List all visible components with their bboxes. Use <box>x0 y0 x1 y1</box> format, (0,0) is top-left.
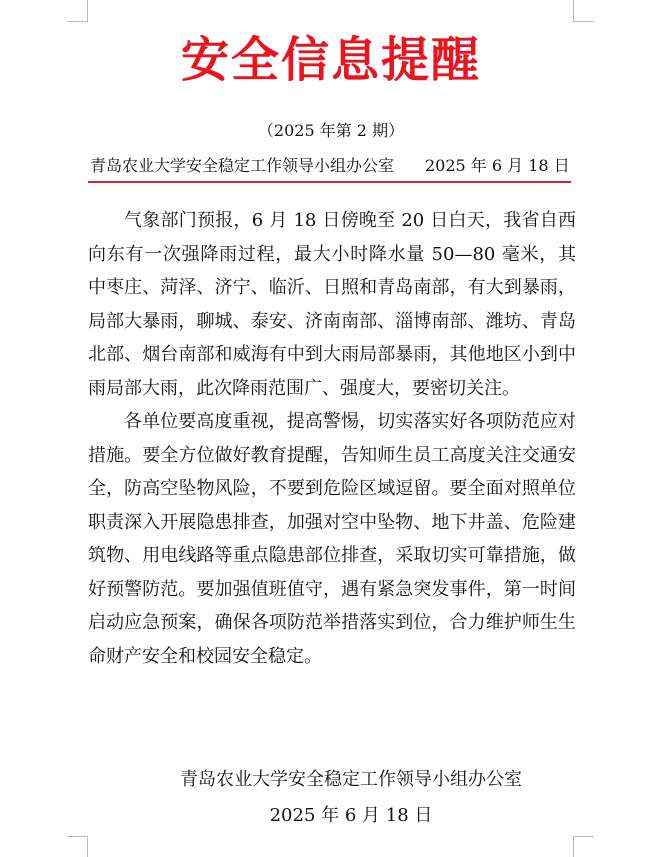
header-info-line <box>90 155 575 177</box>
signature-date: 2025 年 6 月 18 日 <box>269 805 433 826</box>
issuer-name: 青岛农业大学安全稳定工作领导小组办公室 <box>90 156 395 175</box>
issue-number: （2025 年第 2 期） <box>257 121 405 140</box>
signature-organization: 青岛农业大学安全稳定工作领导小组办公室 <box>180 769 522 790</box>
red-header-rule <box>88 181 571 183</box>
crop-mark-top-right <box>573 0 594 22</box>
issue-date: 2025 年 6 月 18 日 <box>425 156 570 175</box>
body-paragraph-1: 气象部门预报，6 月 18 日傍晚至 20 日白天，我省自西向东有一次强降雨过程，最大小时降水量 50—80 毫米，其中枣庄、菏泽、济宁、临沂、日照和青岛南部，有大到暴雨，局部大暴雨，聊城、泰安、济南南部、淄博南部、潍坊、青岛北部、烟台南部和威海有中到大雨局部暴雨，其他地区小到中雨局部大雨，此次降雨范围广、强度大，要密切关注。 <box>88 210 576 399</box>
crop-mark-top-left <box>67 0 88 22</box>
body-paragraph-2: 各单位要高度重视，提高警惕，切实落实好各项防范应对措施。要全方位做好教育提醒，告知师生员工高度关注交通安全，防高空坠物风险，不要到危险区域逗留。要全面对照单位职责深入开展隐患排查，加强对空中坠物、地下井盖、危险建筑物、用电线路等重点隐患部位排查，采取切实可靠措施，做好预警防范。要加强值班值守，遇有紧急突发事件，第一时间启动应急预案，确保各项防范举措落实到位，合力维护师生生命财产安全和校园安全稳定。 <box>88 411 576 667</box>
document-title: 安全信息提醒 <box>180 32 481 88</box>
document-body <box>88 204 576 673</box>
